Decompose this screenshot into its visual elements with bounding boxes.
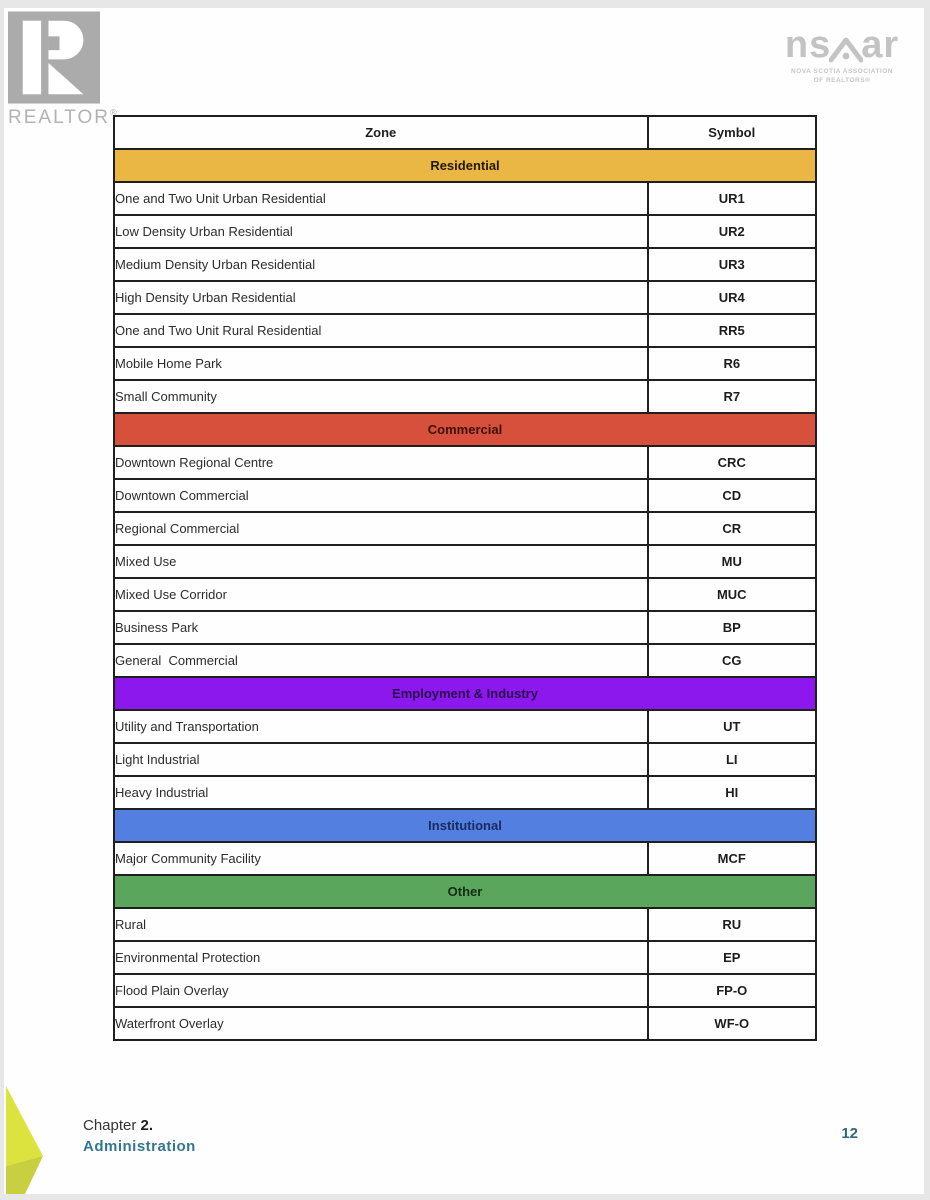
symbol-cell-li: LI bbox=[648, 743, 816, 776]
nsar-wordmark bbox=[778, 26, 906, 64]
zoning-table bbox=[113, 115, 817, 1041]
zoning-table-body bbox=[114, 149, 816, 1040]
table-row-mcf bbox=[114, 842, 816, 875]
nsar-ar-text: ar bbox=[861, 24, 900, 66]
table-row-wf-o bbox=[114, 1007, 816, 1040]
zone-cell-ur1: One and Two Unit Urban Residential bbox=[114, 182, 648, 215]
zone-cell-fp-o: Flood Plain Overlay bbox=[114, 974, 648, 1007]
table-row-r7 bbox=[114, 380, 816, 413]
nsar-subtext-line1: NOVA SCOTIA ASSOCIATION bbox=[791, 68, 893, 75]
column-header-zone: Zone bbox=[114, 116, 648, 149]
zone-cell-r6: Mobile Home Park bbox=[114, 347, 648, 380]
symbol-cell-ur4: UR4 bbox=[648, 281, 816, 314]
symbol-cell-ep: EP bbox=[648, 941, 816, 974]
table-row-ut bbox=[114, 710, 816, 743]
symbol-cell-ur3: UR3 bbox=[648, 248, 816, 281]
table-row-r6 bbox=[114, 347, 816, 380]
symbol-cell-ur1: UR1 bbox=[648, 182, 816, 215]
section-banner-row-residential bbox=[114, 149, 816, 182]
page-number: 12 bbox=[841, 1125, 858, 1142]
section-banner-other: Other bbox=[114, 875, 816, 908]
table-row-ur2 bbox=[114, 215, 816, 248]
table-row-cd bbox=[114, 479, 816, 512]
zone-cell-ut: Utility and Transportation bbox=[114, 710, 648, 743]
zone-cell-ur2: Low Density Urban Residential bbox=[114, 215, 648, 248]
zone-cell-ur4: High Density Urban Residential bbox=[114, 281, 648, 314]
nsar-logo bbox=[778, 26, 906, 85]
section-banner-commercial: Commercial bbox=[114, 413, 816, 446]
zone-cell-mu: Mixed Use bbox=[114, 545, 648, 578]
zone-cell-hi: Heavy Industrial bbox=[114, 776, 648, 809]
symbol-cell-cg: CG bbox=[648, 644, 816, 677]
symbol-cell-crc: CRC bbox=[648, 446, 816, 479]
realtor-r-icon bbox=[8, 10, 100, 105]
table-row-ru bbox=[114, 908, 816, 941]
zone-cell-bp: Business Park bbox=[114, 611, 648, 644]
table-row-crc bbox=[114, 446, 816, 479]
zone-cell-wf-o: Waterfront Overlay bbox=[114, 1007, 648, 1040]
table-row-li bbox=[114, 743, 816, 776]
table-row-fp-o bbox=[114, 974, 816, 1007]
section-banner-row-other bbox=[114, 875, 816, 908]
symbol-cell-ut: UT bbox=[648, 710, 816, 743]
table-row-hi bbox=[114, 776, 816, 809]
chapter-number: 2. bbox=[140, 1117, 154, 1134]
table-row-rr5 bbox=[114, 314, 816, 347]
symbol-cell-r7: R7 bbox=[648, 380, 816, 413]
nsar-ns-text: ns bbox=[784, 24, 832, 66]
table-row-ur3 bbox=[114, 248, 816, 281]
symbol-cell-mcf: MCF bbox=[648, 842, 816, 875]
chapter-title: Administration bbox=[83, 1138, 196, 1155]
registered-mark: ® bbox=[110, 107, 119, 118]
column-header-symbol: Symbol bbox=[648, 116, 816, 149]
table-row-cg bbox=[114, 644, 816, 677]
symbol-cell-ru: RU bbox=[648, 908, 816, 941]
symbol-cell-cd: CD bbox=[648, 479, 816, 512]
footer-kite-icon bbox=[4, 1082, 54, 1194]
zone-cell-ru: Rural bbox=[114, 908, 648, 941]
symbol-cell-bp: BP bbox=[648, 611, 816, 644]
zone-cell-cg: General Commercial bbox=[114, 644, 648, 677]
symbol-cell-mu: MU bbox=[648, 545, 816, 578]
symbol-cell-ur2: UR2 bbox=[648, 215, 816, 248]
table-row-ur1 bbox=[114, 182, 816, 215]
symbol-cell-rr5: RR5 bbox=[648, 314, 816, 347]
symbol-cell-wf-o: WF-O bbox=[648, 1007, 816, 1040]
symbol-cell-fp-o: FP-O bbox=[648, 974, 816, 1007]
document-page bbox=[4, 8, 924, 1194]
zone-cell-ep: Environmental Protection bbox=[114, 941, 648, 974]
table-row-ep bbox=[114, 941, 816, 974]
zone-cell-muc: Mixed Use Corridor bbox=[114, 578, 648, 611]
symbol-cell-r6: R6 bbox=[648, 347, 816, 380]
nsar-subtext bbox=[778, 67, 906, 85]
chapter-line bbox=[83, 1115, 196, 1136]
zone-cell-ur3: Medium Density Urban Residential bbox=[114, 248, 648, 281]
section-banner-employment-industry: Employment & Industry bbox=[114, 677, 816, 710]
zone-cell-r7: Small Community bbox=[114, 380, 648, 413]
table-row-ur4 bbox=[114, 281, 816, 314]
section-banner-institutional: Institutional bbox=[114, 809, 816, 842]
table-row-bp bbox=[114, 611, 816, 644]
realtor-logo bbox=[8, 10, 119, 129]
realtor-wordmark: REALTOR® bbox=[8, 107, 119, 128]
symbol-cell-hi: HI bbox=[648, 776, 816, 809]
symbol-cell-cr: CR bbox=[648, 512, 816, 545]
table-row-muc bbox=[114, 578, 816, 611]
table-row-cr bbox=[114, 512, 816, 545]
chapter-prefix: Chapter bbox=[83, 1117, 141, 1134]
table-row-mu bbox=[114, 545, 816, 578]
zone-cell-li: Light Industrial bbox=[114, 743, 648, 776]
section-banner-residential: Residential bbox=[114, 149, 816, 182]
section-banner-row-employment-industry bbox=[114, 677, 816, 710]
nsar-subtext-line2: OF REALTORS® bbox=[813, 77, 871, 85]
section-banner-row-commercial bbox=[114, 413, 816, 446]
house-roof-icon bbox=[829, 34, 863, 64]
footer-chapter-block bbox=[83, 1115, 196, 1157]
zone-cell-rr5: One and Two Unit Rural Residential bbox=[114, 314, 648, 347]
zone-cell-cr: Regional Commercial bbox=[114, 512, 648, 545]
table-header-row bbox=[114, 116, 816, 149]
section-banner-row-institutional bbox=[114, 809, 816, 842]
symbol-cell-muc: MUC bbox=[648, 578, 816, 611]
zone-cell-crc: Downtown Regional Centre bbox=[114, 446, 648, 479]
zone-cell-cd: Downtown Commercial bbox=[114, 479, 648, 512]
zone-cell-mcf: Major Community Facility bbox=[114, 842, 648, 875]
